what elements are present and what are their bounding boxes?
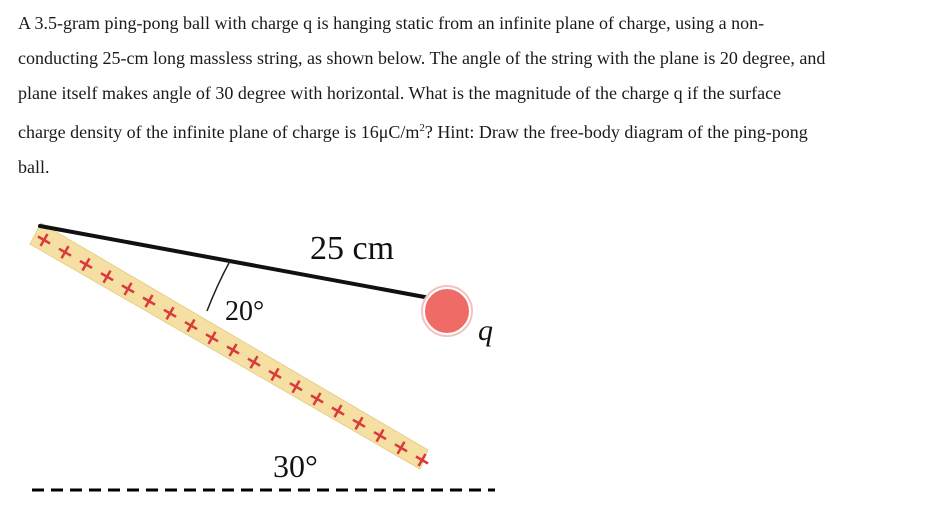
string-length-label: 25 cm	[310, 230, 395, 267]
problem-line-3: plane itself makes angle of 30 degree with horizontal. What is the magnitude of the charge q if the surface	[18, 83, 782, 103]
superscript: 2	[419, 122, 425, 134]
plane-angle-label: 30°	[273, 448, 318, 484]
string-angle-label: 20°	[225, 296, 265, 327]
problem-line-2: conducting 25-cm long massless string, as shown below. The angle of the string with the plane is 20 degree, and	[18, 48, 826, 68]
ping-pong-ball	[424, 288, 470, 334]
problem-line-5: ball.	[18, 157, 50, 177]
problem-line-4: charge density of the infinite plane of charge is $16\mu C/m^2$? Hint: Draw the free-body diagram of the ping-pong	[18, 122, 808, 142]
charge-label: q	[478, 314, 493, 347]
problem-line-1: A 3.5-gram ping-pong ball with charge q is hanging static from an infinite plane of charge, using a non-	[18, 13, 765, 33]
